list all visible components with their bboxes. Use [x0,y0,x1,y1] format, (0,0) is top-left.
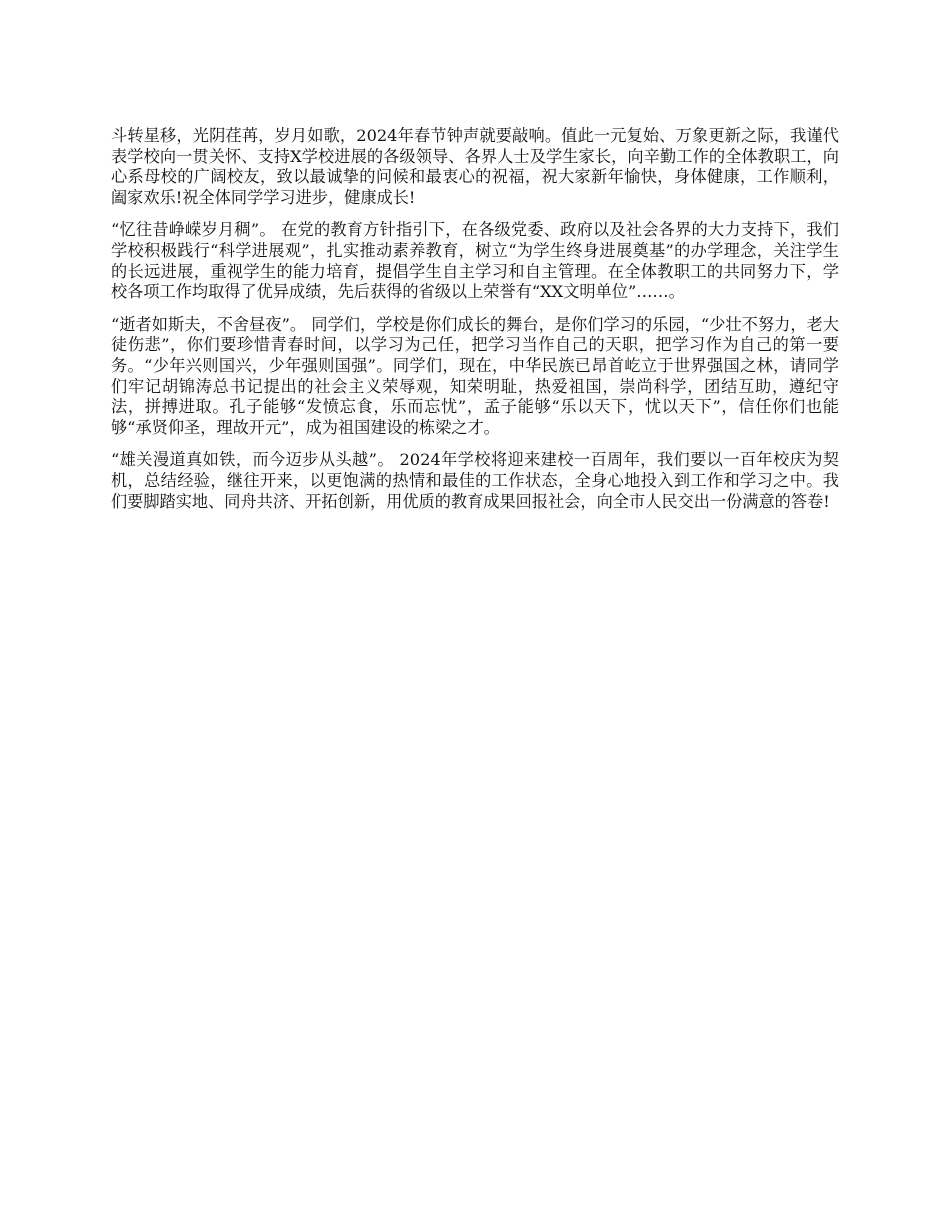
document-body [111,126,839,524]
paragraph-students-encouragement: “逝者如斯夫，不舍昼夜”。 同学们，学校是你们成长的舞台，是你们学习的乐园，“少壮不努力，老大徒伤悲”，你们要珍惜青春时间，以学习为己任，把学习当作自己的天职，把学习作为自己的第一要务。“少年兴则国兴，少年强则国强”。同学们，现在，中华民族已昂首屹立于世界强国之林，请同学们牢记胡锦涛总书记提出的社会主义荣辱观，知荣明耻，热爱祖国，崇尚科学，团结互助，遵纪守法，拼搏进取。孔子能够“发愤忘食，乐而忘忧”，孟子能够“乐以天下，忧以天下”，信任你们也能够“承贤仰圣，理故开元”，成为祖国建设的栋梁之才。 [111,314,839,437]
paragraph-centennial-outlook: “雄关漫道真如铁，而今迈步从头越”。 2024年学校将迎来建校一百周年，我们要以一百年校庆为契机，总结经验，继往开来，以更饱满的热情和最佳的工作状态，全身心地投入到工作和学习之中。我们要脚踏实地、同舟共济、开拓创新，用优质的教育成果回报社会，向全市人民交出一份满意的答卷! [111,450,839,511]
paragraph-achievements: “忆往昔峥嵘岁月稠”。 在党的教育方针指引下，在各级党委、政府以及社会各界的大力支持下，我们学校积极践行“科学进展观”，扎实推动素养教育，树立“为学生终身进展奠基”的办学理念，关注学生的长远进展，重视学生的能力培育，提倡学生自主学习和自主管理。在全体教职工的共同努力下，学校各项工作均取得了优异成绩，先后获得的省级以上荣誉有“XX文明单位”……。 [111,220,839,302]
paragraph-new-year-greeting: 斗转星移，光阴荏苒，岁月如歌，2024年春节钟声就要敲响。值此一元复始、万象更新之际，我谨代表学校向一贯关怀、支持X学校进展的各级领导、各界人士及学生家长，向辛勤工作的全体教职工，向心系母校的广阔校友，致以最诚挚的问候和最衷心的祝福，祝大家新年愉快，身体健康，工作顺利，阖家欢乐!祝全体同学学习进步，健康成长! [111,126,839,207]
